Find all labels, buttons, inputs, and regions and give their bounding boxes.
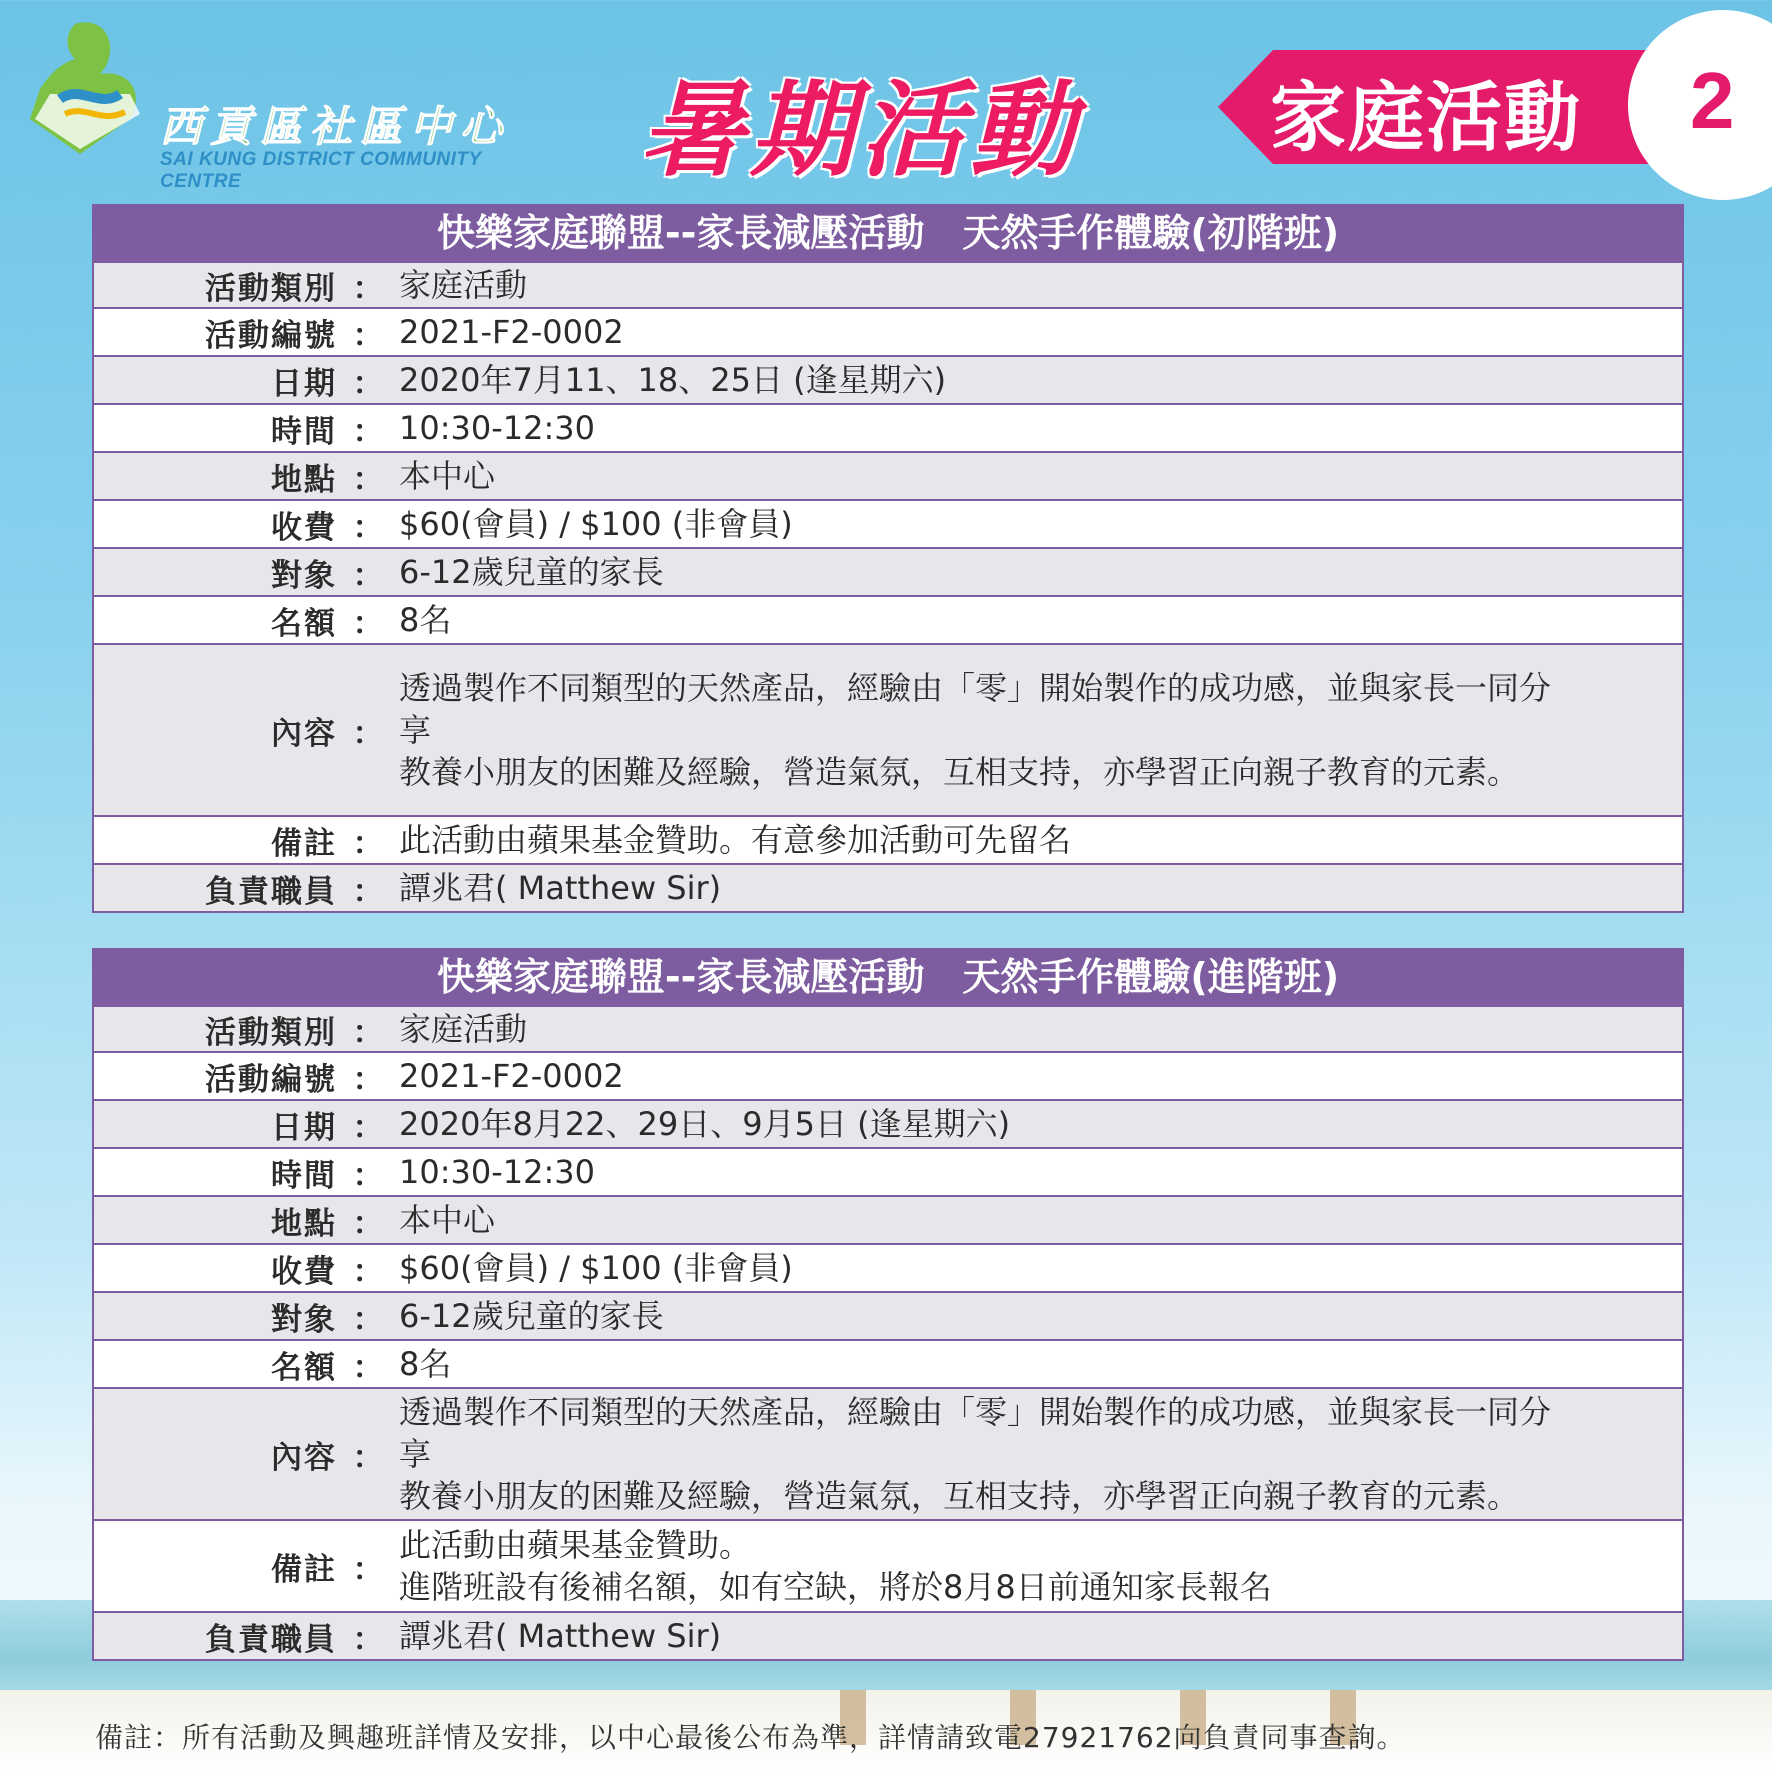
field-colon: ： — [352, 365, 384, 402]
page-number: 2 — [1690, 56, 1735, 145]
table-row — [94, 1099, 1682, 1147]
field-value — [399, 1389, 1682, 1519]
field-colon: ： — [352, 1205, 384, 1242]
field-value — [399, 1101, 1682, 1147]
field-value — [399, 1293, 1682, 1339]
field-value — [399, 597, 1682, 643]
field-value — [399, 263, 1682, 307]
table-row — [94, 1147, 1682, 1195]
field-colon: ： — [352, 270, 384, 307]
table-row — [94, 595, 1682, 643]
field-value-line: 2021-F2-0002 — [399, 1057, 624, 1095]
field-value-line: 此活動由蘋果基金贊助。 — [399, 1526, 752, 1564]
field-value-line: 譚兆君( Matthew Sir) — [399, 1617, 722, 1655]
field-value-line: $60(會員) / $100 (非會員) — [399, 1249, 793, 1287]
table-row — [94, 1339, 1682, 1387]
activity-table-advanced — [92, 948, 1684, 1661]
field-value — [399, 1149, 1682, 1195]
field-label: 地點 — [271, 1205, 337, 1242]
field-value-line: 譚兆君( Matthew Sir) — [399, 869, 722, 907]
activity-title: 快樂家庭聯盟--家長減壓活動 天然手作體驗(進階班) — [94, 950, 1682, 1005]
field-colon: ： — [352, 1109, 384, 1146]
field-label: 內容 — [271, 715, 337, 752]
table-row — [94, 261, 1682, 307]
field-colon: ： — [352, 1157, 384, 1194]
field-value-line: 享 — [399, 711, 432, 749]
activity-table-basic — [92, 204, 1684, 913]
field-colon: ： — [352, 1014, 384, 1051]
field-label: 活動類別 — [205, 270, 337, 307]
field-label: 名額 — [271, 605, 337, 642]
field-colon: ： — [352, 873, 384, 910]
field-value — [399, 453, 1682, 499]
field-colon: ： — [352, 825, 384, 862]
field-label: 備註 — [271, 1551, 337, 1588]
field-value-line: 教養小朋友的困難及經驗，營造氣氛，互相支持，亦學習正向親子教育的元素。 — [399, 753, 1520, 791]
field-label: 地點 — [271, 461, 337, 498]
field-colon: ： — [352, 1349, 384, 1386]
field-label: 負責職員 — [205, 1621, 337, 1658]
field-value — [399, 1053, 1682, 1099]
field-value — [399, 865, 1682, 911]
field-colon: ： — [352, 1621, 384, 1658]
table-row — [94, 1051, 1682, 1099]
field-colon: ： — [352, 557, 384, 594]
field-colon: ： — [352, 715, 384, 752]
field-value-line: 透過製作不同類型的天然產品，經驗由「零」開始製作的成功感，並與家長一同分 — [399, 1393, 1552, 1431]
table-row — [94, 1387, 1682, 1519]
field-value-line: 8名 — [399, 601, 452, 639]
field-label: 日期 — [271, 365, 337, 402]
table-row — [94, 451, 1682, 499]
field-value-line: 2020年7月11、18、25日 (逢星期六) — [399, 361, 947, 399]
field-value — [399, 1197, 1682, 1243]
field-label: 活動編號 — [205, 1061, 337, 1098]
logo — [20, 14, 560, 192]
field-label: 名額 — [271, 1349, 337, 1386]
table-row — [94, 815, 1682, 863]
table-row — [94, 1195, 1682, 1243]
field-label: 負責職員 — [205, 873, 337, 910]
table-row — [94, 547, 1682, 595]
field-colon: ： — [352, 413, 384, 450]
logo-mark-icon — [20, 14, 180, 164]
field-value — [399, 549, 1682, 595]
field-colon: ： — [352, 1253, 384, 1290]
field-colon: ： — [352, 1551, 384, 1588]
field-value — [399, 1613, 1682, 1659]
table-row — [94, 1291, 1682, 1339]
field-value — [399, 1341, 1682, 1387]
table-row — [94, 1005, 1682, 1051]
field-label: 內容 — [271, 1439, 337, 1476]
field-label: 時間 — [271, 413, 337, 450]
activity-title: 快樂家庭聯盟--家長減壓活動 天然手作體驗(初階班) — [94, 206, 1682, 261]
field-value-line: 享 — [399, 1435, 432, 1473]
field-value-line: 透過製作不同類型的天然產品，經驗由「零」開始製作的成功感，並與家長一同分 — [399, 669, 1552, 707]
field-value-line: 6-12歲兒童的家長 — [399, 1297, 664, 1335]
field-colon: ： — [352, 317, 384, 354]
field-value — [399, 357, 1682, 403]
table-row — [94, 1519, 1682, 1611]
field-value-line: 本中心 — [399, 1201, 496, 1239]
table-row — [94, 1243, 1682, 1291]
field-label: 活動編號 — [205, 317, 337, 354]
field-value-line: 家庭活動 — [399, 1010, 528, 1048]
footer-note: 備註：所有活動及興趣班詳情及安排，以中心最後公布為準，詳情請致電27921762向負責同事查詢。 — [95, 1721, 1406, 1754]
field-value — [399, 1245, 1682, 1291]
field-value-line: 教養小朋友的困難及經驗，營造氣氛，互相支持，亦學習正向親子教育的元素。 — [399, 1477, 1520, 1515]
field-colon: ： — [352, 605, 384, 642]
field-label: 時間 — [271, 1157, 337, 1194]
field-value-line: 此活動由蘋果基金贊助。有意參加活動可先留名 — [399, 821, 1072, 859]
page-title: 暑期活動 — [640, 69, 1081, 191]
field-value-line: 進階班設有後補名額，如有空缺，將於8月8日前通知家長報名 — [399, 1568, 1272, 1606]
field-value-line: 6-12歲兒童的家長 — [399, 553, 664, 591]
table-row — [94, 1611, 1682, 1659]
field-value — [399, 645, 1682, 815]
table-row — [94, 863, 1682, 911]
field-value — [399, 1521, 1682, 1611]
field-value — [399, 501, 1682, 547]
table-row — [94, 355, 1682, 403]
field-colon: ： — [352, 461, 384, 498]
field-colon: ： — [352, 1061, 384, 1098]
field-value — [399, 1007, 1682, 1051]
field-label: 收費 — [271, 509, 337, 546]
field-value-line: $60(會員) / $100 (非會員) — [399, 505, 793, 543]
field-value — [399, 309, 1682, 355]
table-row — [94, 643, 1682, 815]
field-colon: ： — [352, 1301, 384, 1338]
field-label: 對象 — [271, 557, 337, 594]
field-value-line: 10:30-12:30 — [399, 1153, 595, 1191]
field-label: 備註 — [271, 825, 337, 862]
logo-chinese-name: 西貢區社區中心 — [160, 102, 511, 151]
field-colon: ： — [352, 509, 384, 546]
table-row — [94, 499, 1682, 547]
field-value-line: 8名 — [399, 1345, 452, 1383]
field-value-line: 2021-F2-0002 — [399, 313, 624, 351]
table-row — [94, 307, 1682, 355]
field-value — [399, 405, 1682, 451]
table-row — [94, 403, 1682, 451]
field-value-line: 本中心 — [399, 457, 496, 495]
category-label: 家庭活動 — [1270, 73, 1582, 162]
field-colon: ： — [352, 1439, 384, 1476]
logo-english-name: SAI KUNG DISTRICT COMMUNITY CENTRE — [160, 149, 482, 192]
field-value-line: 2020年8月22、29日、9月5日 (逢星期六) — [399, 1105, 1011, 1143]
field-value-line: 10:30-12:30 — [399, 409, 595, 447]
field-value — [399, 817, 1682, 863]
field-label: 日期 — [271, 1109, 337, 1146]
field-label: 對象 — [271, 1301, 337, 1338]
field-label: 收費 — [271, 1253, 337, 1290]
field-value-line: 家庭活動 — [399, 266, 528, 304]
field-label: 活動類別 — [205, 1014, 337, 1051]
